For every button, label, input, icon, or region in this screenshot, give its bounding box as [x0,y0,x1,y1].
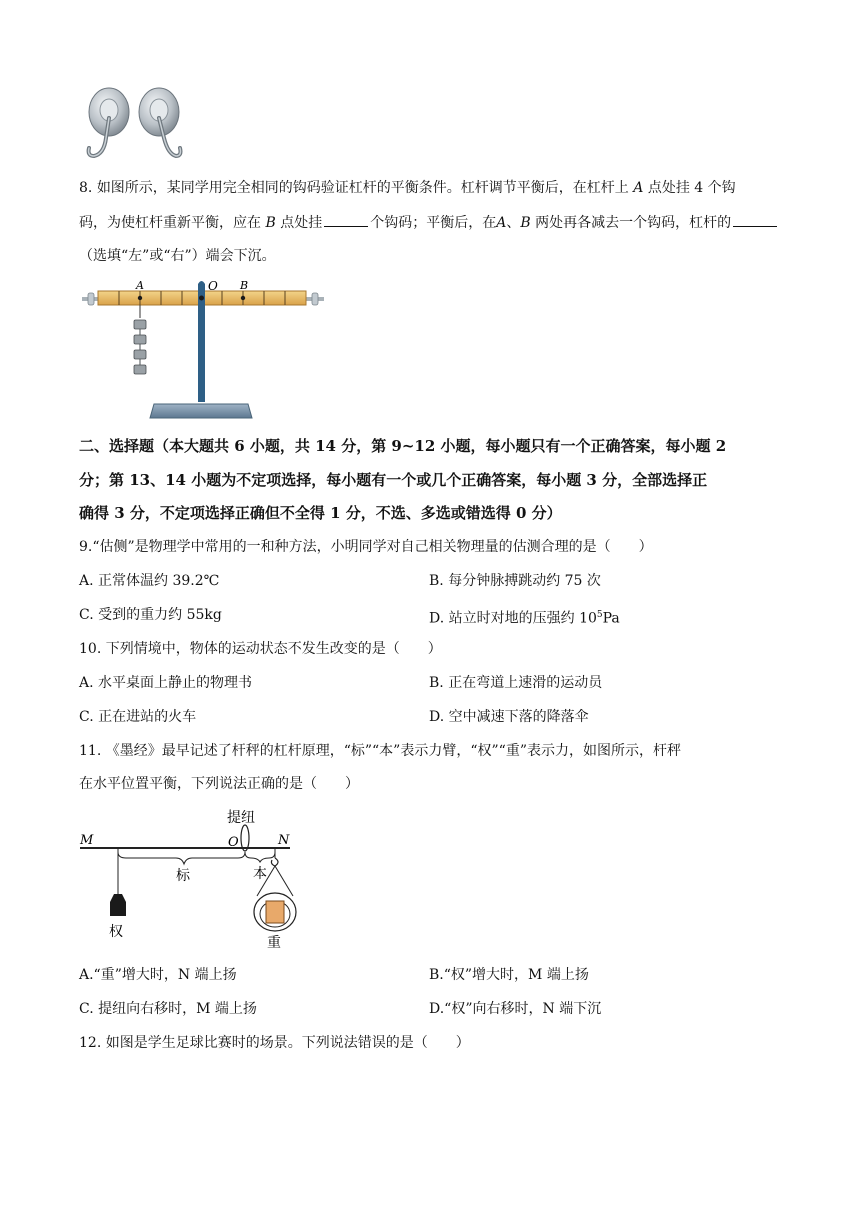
answer-blank-1[interactable] [324,212,368,227]
lever-stand [198,284,205,402]
q10-option-b[interactable]: B. 正在弯道上速滑的运动员 [429,675,603,691]
suction-hooks-image [84,86,184,164]
lever-figure [80,276,330,422]
label-tiniu: 提纽 [227,810,255,826]
q11-stem-line-1: 11. 《墨经》最早记述了杆秤的杠杆原理，“标”“本”表示力臂，“权”“重”表示力，如图所示，杆秤 [79,743,681,759]
point-A-label: A [136,279,144,292]
q9-option-a[interactable]: A. 正常体温约 39.2℃ [79,573,220,589]
counterweight [110,894,126,916]
label-M: M [80,833,94,848]
label-quan: 权 [109,924,123,940]
q8-line-1: 8. 如图所示，某同学用完全相同的钩码验证杠杆的平衡条件。杠杆调节平衡后，在杠杆上 A 点处挂 4 个钩 [79,180,736,196]
point-B-label: B [240,279,249,292]
steelyard-figure [76,804,306,954]
section-2-heading-line-3: 确得 3 分，不定项选择正确但不全得 1 分，不选、多选或错选得 0 分） [79,504,562,522]
section-2-heading-line-2: 分；第 13、14 小题为不定项选择，每小题有一个或几个正确答案，每小题 3 分，全部选择正 [79,471,708,489]
q9-option-d[interactable]: D. 站立时对地的压强约 $10^5Pa$ [429,610,620,627]
q11-option-a[interactable]: A.“重”增大时，N 端上扬 [79,967,237,983]
label-ben: 本 [253,866,267,882]
q10-stem: 10. 下列情境中，物体的运动状态不发生改变的是（ ） [79,641,442,657]
q11-option-b[interactable]: B.“权”增大时，M 端上扬 [429,967,589,983]
q10-option-d[interactable]: D. 空中减速下落的降落伞 [429,709,589,725]
suction-hook-right [139,88,181,156]
label-O: O [228,835,239,850]
q10-option-c[interactable]: C. 正在进站的火车 [79,709,197,725]
q11-stem-line-2: 在水平位置平衡，下列说法正确的是（ ） [79,776,359,792]
q11-option-c[interactable]: C. 提纽向右移时，M 端上扬 [79,1001,257,1017]
q8-line-3: （选填“左”或“右”）端会下沉。 [79,248,276,264]
q9-option-b[interactable]: B. 每分钟脉搏跳动约 75 次 [429,573,601,589]
heavy-object [266,901,284,923]
biao-brace [118,852,245,864]
label-N: N [278,833,290,848]
q12-stem: 12. 如图是学生足球比赛时的场景。下列说法错误的是（ ） [79,1035,470,1051]
ben-brace [245,852,275,862]
q8-line-2: 码，为使杠杆重新平衡，应在 B 点处挂 个钩码；平衡后，在A、B 两处再各减去一个钩码，杠杆的 [79,212,779,233]
point-O-label: O [208,279,218,293]
q9-stem: 9.“估侧”是物理学中常用的一和种方法，小明同学对自己相关物理量的估测合理的是（ ） [79,539,653,555]
answer-blank-2[interactable] [733,212,777,227]
label-biao: 标 [176,868,190,884]
q10-option-a[interactable]: A. 水平桌面上静止的物理书 [79,675,253,691]
label-zhong: 重 [267,935,281,951]
q9-option-c[interactable]: C. 受到的重力约 55kg [79,607,222,623]
section-2-heading-line-1: 二、选择题（本大题共 6 小题，共 14 分，第 9~12 小题，每小题只有一个正确答案，每小题 2 [79,437,727,455]
lever-base [150,404,252,418]
q11-option-d[interactable]: D.“权”向右移时，N 端下沉 [429,1001,602,1017]
suction-hook-left [89,88,129,156]
